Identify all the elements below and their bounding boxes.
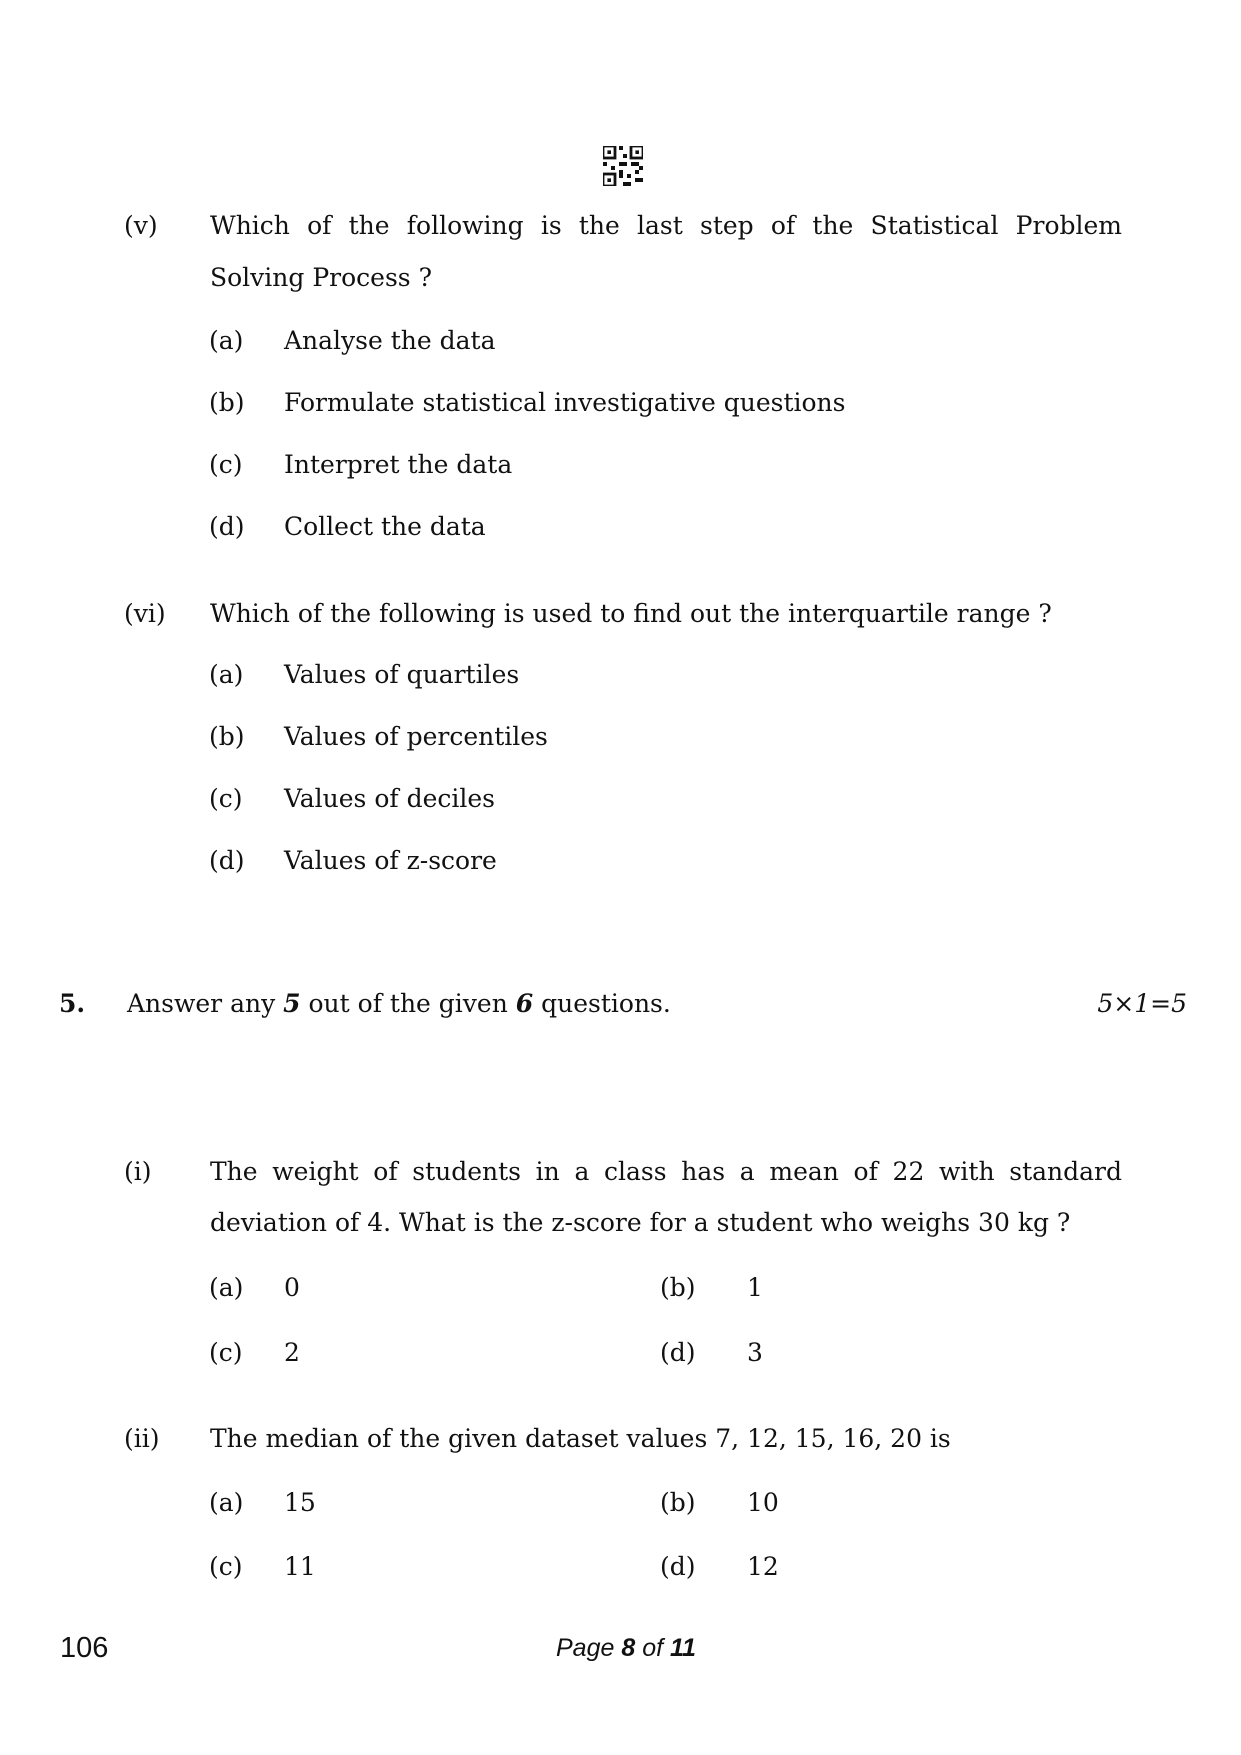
option-text: Interpret the data	[284, 450, 513, 479]
section-instruction	[127, 989, 671, 1019]
instruction-text: questions.	[533, 989, 671, 1018]
page-of-label: of	[635, 1634, 670, 1662]
page-total: 11	[670, 1634, 696, 1662]
question-text: Which of the following is used to find out the interquartile range ?	[210, 599, 1052, 628]
option-text: 0	[284, 1273, 300, 1302]
option-label: (c)	[209, 450, 243, 479]
option-label: (b)	[660, 1273, 696, 1302]
question-text: The weight of students in a class has a mean of 22 with standard	[210, 1157, 1122, 1186]
option-label: (d)	[209, 512, 245, 541]
option-label: (b)	[209, 388, 245, 417]
page-indicator	[556, 1634, 696, 1663]
instruction-count: 5	[283, 989, 301, 1018]
option-text: 15	[284, 1488, 316, 1517]
instruction-total: 6	[515, 989, 534, 1018]
question-text: Solving Process ?	[210, 263, 432, 292]
option-text: 11	[284, 1552, 316, 1581]
question-number: (i)	[124, 1157, 152, 1186]
option-label: (a)	[209, 660, 244, 689]
question-text: The median of the given dataset values 7, 12, 15, 16, 20 is	[210, 1424, 951, 1453]
instruction-text: out of the given	[300, 989, 516, 1018]
question-text: deviation of 4. What is the z-score for a student who weighs 30 kg ?	[210, 1208, 1071, 1237]
option-text: 3	[747, 1338, 763, 1367]
option-label: (a)	[209, 1273, 244, 1302]
option-text: 12	[747, 1552, 779, 1581]
option-text: Collect the data	[284, 512, 486, 541]
option-text: 10	[747, 1488, 779, 1517]
paper-code: 106	[60, 1632, 109, 1664]
page-label: Page	[556, 1634, 622, 1662]
qr-code-icon	[603, 146, 643, 186]
option-text: Formulate statistical investigative questions	[284, 388, 846, 417]
option-label: (c)	[209, 784, 243, 813]
option-label: (d)	[209, 846, 245, 875]
question-number: (vi)	[124, 599, 166, 628]
section-number: 5.	[59, 989, 86, 1018]
option-text: Values of percentiles	[284, 722, 548, 751]
option-label: (a)	[209, 1488, 244, 1517]
question-number: (v)	[124, 211, 158, 240]
page-number: 8	[621, 1634, 636, 1662]
option-label: (c)	[209, 1338, 243, 1367]
option-text: 2	[284, 1338, 300, 1367]
option-label: (c)	[209, 1552, 243, 1581]
question-number: (ii)	[124, 1424, 160, 1453]
instruction-text: Answer any	[127, 989, 284, 1018]
question-text: Which of the following is the last step of the Statistical Problem	[210, 211, 1122, 240]
option-text: Values of z-score	[284, 846, 497, 875]
section-marks: 5×1=5	[1097, 989, 1187, 1018]
option-text: 1	[747, 1273, 763, 1302]
option-label: (d)	[660, 1552, 696, 1581]
option-label: (a)	[209, 326, 244, 355]
option-text: Values of quartiles	[284, 660, 520, 689]
option-label: (d)	[660, 1338, 696, 1367]
option-label: (b)	[660, 1488, 696, 1517]
option-text: Analyse the data	[284, 326, 496, 355]
option-text: Values of deciles	[284, 784, 495, 813]
option-label: (b)	[209, 722, 245, 751]
